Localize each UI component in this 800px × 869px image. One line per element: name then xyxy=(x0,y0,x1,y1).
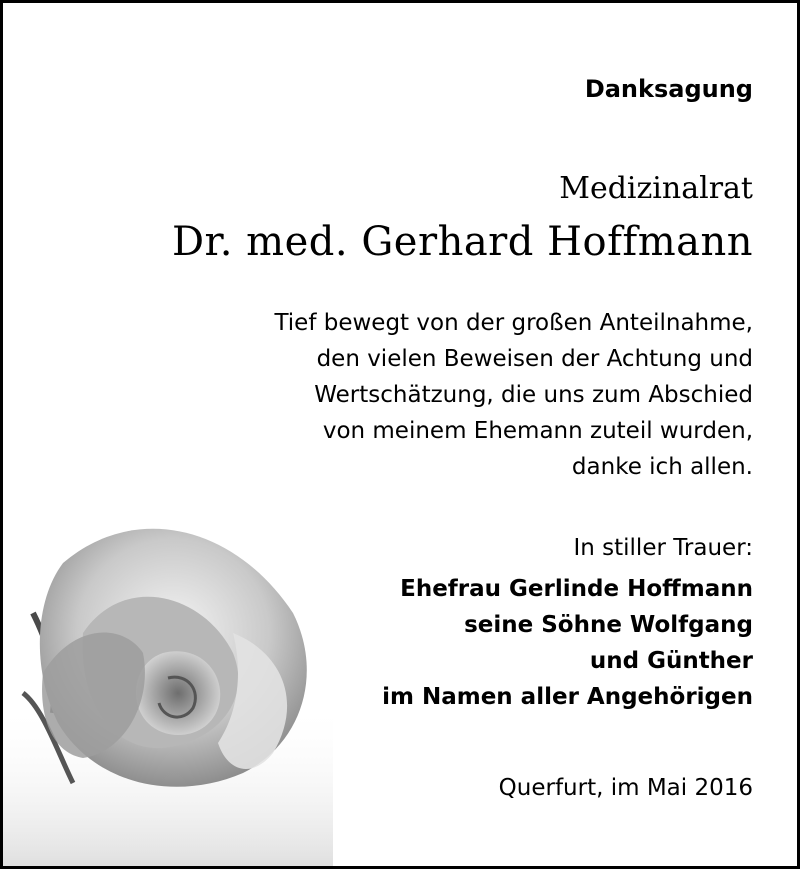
thanks-line: Tief bewegt von der großen Anteilnahme, xyxy=(274,310,753,336)
place-date: Querfurt, im Mai 2016 xyxy=(498,775,753,801)
mourner-line: im Namen aller Angehörigen xyxy=(382,684,753,710)
thanks-line: danke ich allen. xyxy=(571,454,753,480)
notice-heading: Danksagung xyxy=(584,75,753,103)
mourner-line: seine Söhne Wolfgang xyxy=(464,612,753,638)
mourner-line: Ehefrau Gerlinde Hoffmann xyxy=(400,576,753,602)
mourner-line: und Günther xyxy=(589,648,753,674)
thanks-line: den vielen Beweisen der Achtung und xyxy=(316,346,753,372)
mourners-list xyxy=(382,571,753,715)
thanks-line: Wertschätzung, die uns zum Abschied xyxy=(314,382,753,408)
thanks-text xyxy=(193,305,753,485)
rose-image xyxy=(3,503,333,869)
mourning-intro: In stiller Trauer: xyxy=(573,535,753,561)
deceased-title: Medizinalrat xyxy=(559,171,753,206)
deceased-name: Dr. med. Gerhard Hoffmann xyxy=(171,219,753,265)
thanks-line: von meinem Ehemann zuteil wurden, xyxy=(322,418,753,444)
